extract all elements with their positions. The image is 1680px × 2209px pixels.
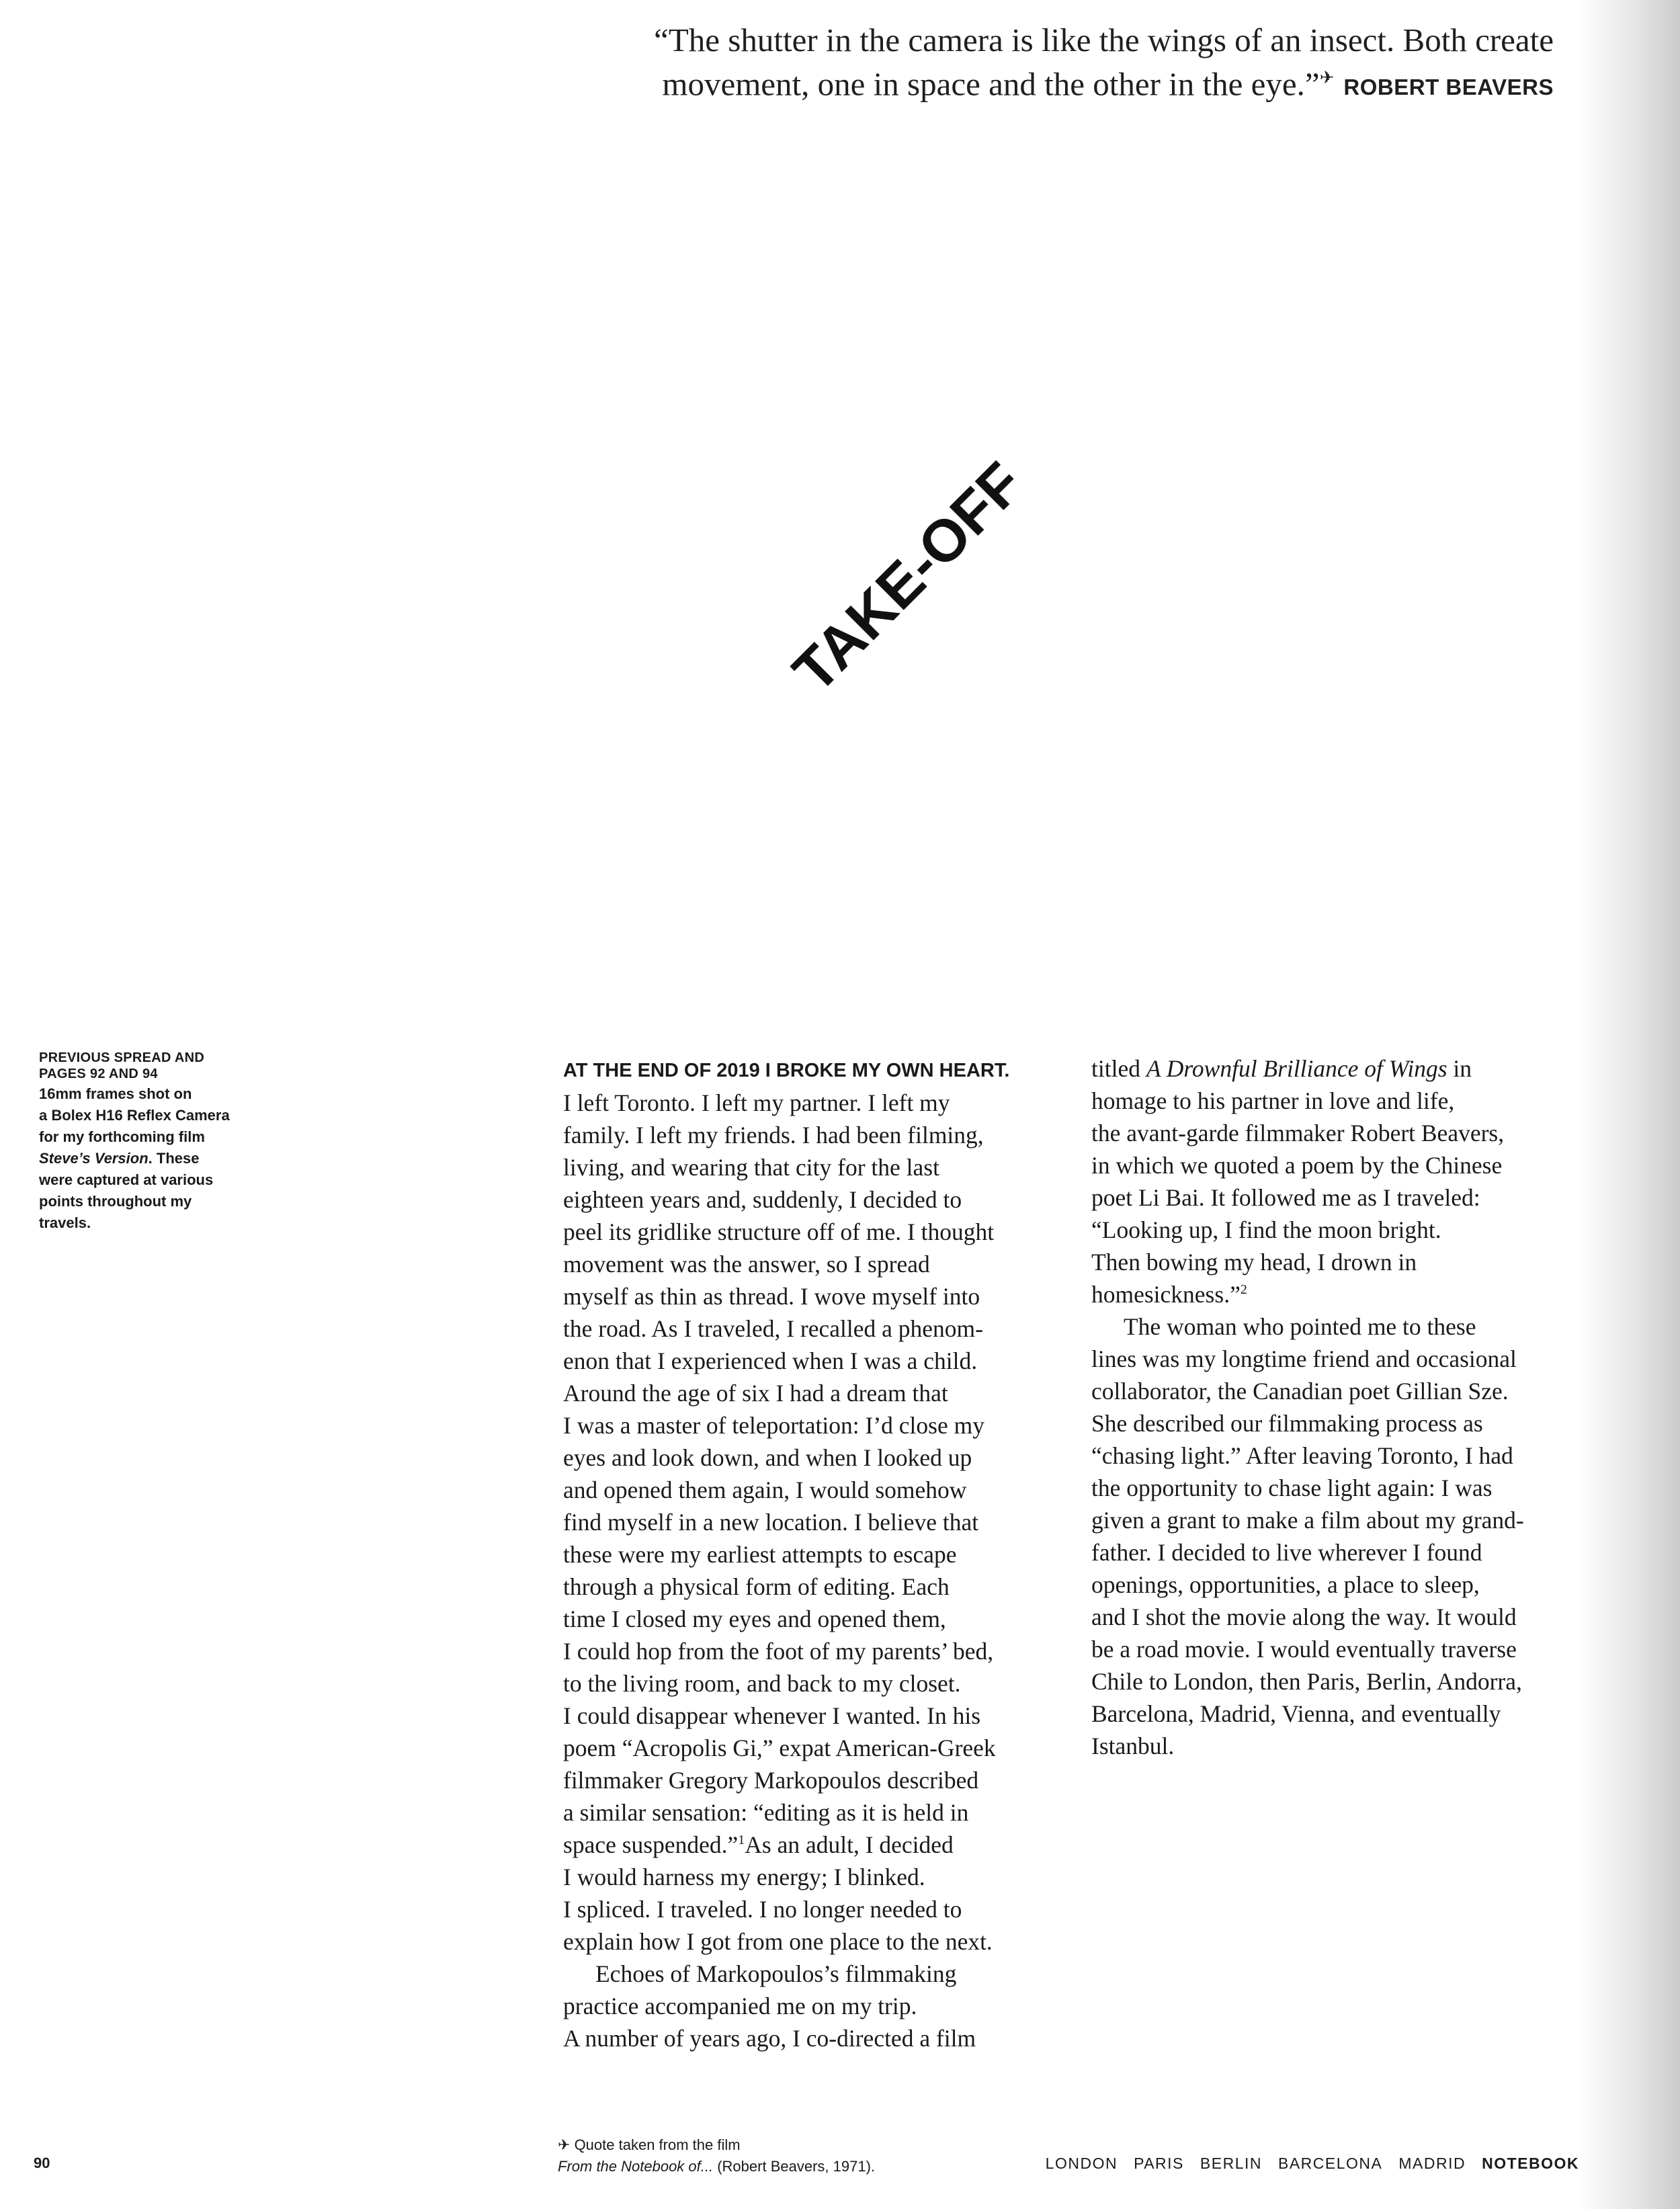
pull-quote	[573, 22, 1554, 106]
article-lead-in: AT THE END OF 2019 I BROKE MY OWN HEART.	[563, 1060, 1010, 1081]
text-line: a similar sensation: “editing as it is held in	[563, 1799, 969, 1826]
article-column-2	[1091, 1052, 1589, 1762]
article-paragraph	[563, 1958, 1068, 2054]
footer-nav-item-berlin: BERLIN	[1200, 2155, 1262, 2172]
text-line: I spliced. I traveled. I no longer needed to	[563, 1896, 962, 1923]
text-line: the avant-garde filmmaker Robert Beavers,	[1091, 1120, 1505, 1147]
text-line: poet Li Bai. It followed me as I traveled:	[1091, 1184, 1480, 1211]
text-line: time I closed my eyes and opened them,	[563, 1606, 946, 1632]
quote-attribution: ROBERT BEAVERS	[1343, 75, 1554, 100]
footnote-marker: 2	[1240, 1282, 1247, 1298]
text-line: Chile to London, then Paris, Berlin, Andorra,	[1091, 1668, 1522, 1695]
text-line: myself as thin as thread. I wove myself into	[563, 1283, 980, 1310]
text-line: A number of years ago, I co-directed a film	[563, 2025, 976, 2052]
text-line: The woman who pointed me to these	[1124, 1313, 1476, 1340]
text-line: and I shot the movie along the way. It would	[1091, 1603, 1517, 1630]
text-line: and opened them again, I would somehow	[563, 1476, 967, 1503]
text-line: in which we quoted a poem by the Chinese	[1091, 1152, 1503, 1179]
text-line: the opportunity to chase light again: I was	[1091, 1474, 1493, 1501]
article-paragraph: AT THE END OF 2019 I BROKE MY OWN HEART. I left Toronto. I left my partner. I left my family. I left my friends. I had been filming, living, and wearing that city for the last eighteen years and, suddenly, I decided to peel its gridlike structure off of me. I thought movement was the answer, so I spread myself as thin as thread. I wove myself into the road. As I traveled, I recalled a phenom- enon that I experienced when I was a child. Around the age of six I had a dream that I was a master of teleportation: I’d close my eyes and look down, and when I looked up and opened them again, I would somehow find myself in a new location. I believe that these were my earliest attempts to escape through a physical form of editing. Each time I closed my eyes and opened them, I could hop from the foot of my parents’ bed, to the living room, and back to my closet. I could disappear whenever I wanted. In his poem “Acropolis Gi,” expat American-Greek filmmaker Gregory Markopoulos described a similar sensation: “editing as it is held in space suspended.”$^1$As an adult, I decided I would harness my energy; I blinked. I spliced. I traveled. I no longer needed to explain how I got from one place to the next.	[563, 1060, 1010, 1955]
footer-nav-item-notebook: NOTEBOOK	[1482, 2155, 1579, 2172]
text-line: poem “Acropolis Gi,” expat American-Greek	[563, 1735, 996, 1761]
text-line: enon that I experienced when I was a child.	[563, 1347, 978, 1374]
text-line: eyes and look down, and when I looked up	[563, 1444, 972, 1471]
text-line: homage to his partner in love and life,	[1091, 1087, 1455, 1114]
text-line: I would harness my energy; I blinked.	[563, 1864, 925, 1890]
text-line: Barcelona, Madrid, Vienna, and eventually	[1091, 1700, 1501, 1727]
text-line: filmmaker Gregory Markopoulos described	[563, 1767, 979, 1794]
quote-line-2: movement, one in space and the other in the eye.”	[662, 65, 1320, 103]
footnote: ✈ Quote taken from the film From the Notebook of... (Robert Beavers, 1971).	[558, 2136, 876, 2175]
text-line: these were my earliest attempts to escape	[563, 1541, 957, 1568]
text-line: given a grant to make a film about my grand-	[1091, 1507, 1524, 1534]
text-line: through a physical form of editing. Each	[563, 1573, 950, 1600]
page-gutter-shadow	[1579, 0, 1680, 2209]
text-line: Then bowing my head, I drown in	[1091, 1249, 1417, 1276]
text-line: Echoes of Markopoulos’s filmmaking	[595, 1960, 957, 1987]
footer-nav-item-barcelona: BARCELONA	[1278, 2155, 1383, 2172]
text-line: practice accompanied me on my trip.	[563, 1993, 917, 2019]
text-line: “chasing light.” After leaving Toronto, I had	[1091, 1442, 1513, 1469]
text-line: collaborator, the Canadian poet Gillian Sze.	[1091, 1378, 1509, 1405]
quote-line-1: “The shutter in the camera is like the wings of an insect. Both create	[654, 22, 1554, 58]
text-line: Istanbul.	[1091, 1733, 1175, 1759]
text-line: I could disappear whenever I wanted. In his	[563, 1702, 981, 1729]
photo-caption: PREVIOUS SPREAD AND PAGES 92 AND 94 16mm frames shot on a Bolex H16 Reflex Camera for my forthcoming film Steve’s Version. These were captured at various points throughout my travels.	[39, 1050, 281, 1234]
text-line: to the living room, and back to my closet.	[563, 1670, 961, 1697]
article-paragraph	[1091, 1310, 1589, 1762]
text-line: family. I left my friends. I had been filming,	[563, 1122, 984, 1149]
film-title: A Drownful Brilliance of Wings	[1146, 1055, 1447, 1082]
caption-film-title: Steve’s Version	[39, 1150, 149, 1167]
airplane-icon: ✈	[558, 2136, 571, 2153]
text-line: “Looking up, I find the moon bright.	[1091, 1216, 1441, 1243]
airplane-icon: ✈	[1319, 68, 1335, 88]
article-column-1	[563, 1052, 1068, 2054]
text-line: movement was the answer, so I spread	[563, 1251, 930, 1278]
text-line: explain how I got from one place to the next.	[563, 1928, 993, 1955]
footnote-marker: 1	[738, 1833, 745, 1848]
footer-city-nav	[1030, 2155, 1579, 2173]
text-line: father. I decided to live wherever I found	[1091, 1539, 1482, 1566]
footer-nav-item-madrid: MADRID	[1398, 2155, 1466, 2172]
article-paragraph: titled A Drownful Brilliance of Wings in homage to his partner in love and life, the avant-garde filmmaker Robert Beavers, in which we quoted a poem by the Chinese poet Li Bai. It followed me as I traveled: “Looking up, I find the moon bright. Then bowing my head, I drown in homesickness.”$^2$	[1091, 1055, 1505, 1308]
text-line: lines was my longtime friend and occasional	[1091, 1345, 1517, 1372]
article-title: TAKE-OFF	[780, 449, 1036, 705]
text-line: living, and wearing that city for the last	[563, 1154, 939, 1181]
caption-heading: PREVIOUS SPREAD AND PAGES 92 AND 94	[39, 1050, 205, 1081]
text-line: Around the age of six I had a dream that	[563, 1380, 948, 1407]
footer-nav-item-paris: PARIS	[1134, 2155, 1184, 2172]
text-line: openings, opportunities, a place to sleep,	[1091, 1571, 1480, 1598]
text-line: I could hop from the foot of my parents’ bed,	[563, 1638, 994, 1665]
text-line: be a road movie. I would eventually traverse	[1091, 1636, 1517, 1663]
text-line: the road. As I traveled, I recalled a phenom-	[563, 1315, 983, 1342]
text-line: I left Toronto. I left my partner. I left my	[563, 1089, 950, 1116]
footer-nav-item-london: LONDON	[1045, 2155, 1118, 2172]
text-line: She described our filmmaking process as	[1091, 1410, 1483, 1437]
text-line: eighteen years and, suddenly, I decided to	[563, 1186, 962, 1213]
text-line: find myself in a new location. I believe that	[563, 1509, 979, 1536]
text-line: I was a master of teleportation: I’d close my	[563, 1412, 984, 1439]
page-number: 90	[34, 2155, 50, 2171]
text-line: peel its gridlike structure off of me. I thought	[563, 1218, 995, 1245]
